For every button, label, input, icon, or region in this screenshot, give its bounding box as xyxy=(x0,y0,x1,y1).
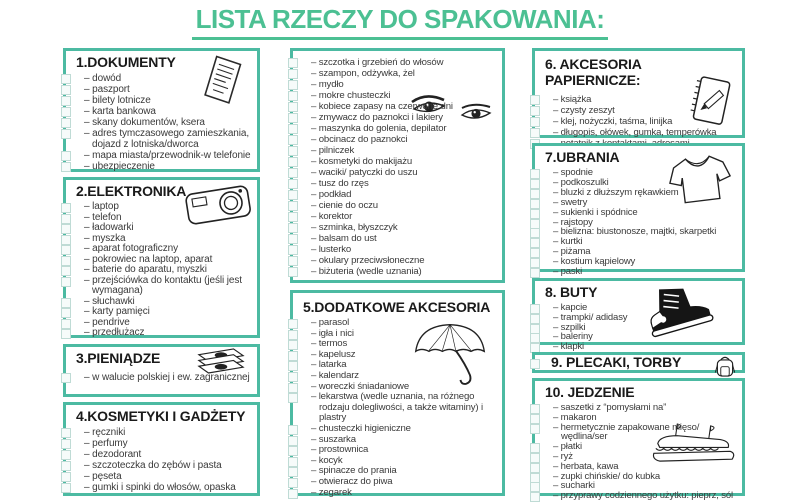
item-label: – karta bankowa xyxy=(84,106,156,117)
checklist xyxy=(539,302,738,352)
section-title: 4.KOSMETYKI I GADŻETY xyxy=(76,408,246,424)
item-label: – cienie do oczu xyxy=(311,200,378,211)
section-title: 8. BUTY xyxy=(545,284,598,300)
item-checkbox[interactable] xyxy=(61,277,71,287)
item-label: – lusterko xyxy=(311,244,352,255)
item-checkbox[interactable] xyxy=(530,473,540,483)
checklist-item xyxy=(311,233,496,244)
item-checkbox[interactable] xyxy=(288,361,298,371)
item-checkbox[interactable] xyxy=(530,333,540,343)
item-checkbox[interactable] xyxy=(61,245,71,255)
item-checkbox[interactable] xyxy=(530,219,540,229)
item-label: – kocyk xyxy=(311,454,343,466)
item-checkbox[interactable] xyxy=(288,168,298,178)
item-label: – sucharki xyxy=(553,480,595,492)
checklist-item xyxy=(553,342,736,352)
checklist-item xyxy=(311,101,496,112)
checklist-item xyxy=(311,178,496,189)
item-label: – tusz do rzęs xyxy=(311,178,369,189)
item-label: – przedłużacz xyxy=(84,327,145,338)
section-akcesoria-papiernicze xyxy=(532,48,745,138)
item-label: – kobiece zapasy na czerwone dni xyxy=(311,101,453,112)
item-checkbox[interactable] xyxy=(288,146,298,156)
item-checkbox[interactable] xyxy=(530,453,540,463)
item-checkbox[interactable] xyxy=(530,95,540,105)
section-pieniadze xyxy=(63,344,260,397)
item-label: – perfumy xyxy=(84,438,128,449)
checklist-item xyxy=(84,73,251,84)
item-label: – biżuteria (wedle uznania) xyxy=(311,266,422,277)
checklist-item xyxy=(84,128,251,150)
item-checkbox[interactable] xyxy=(288,102,298,112)
item-checkbox[interactable] xyxy=(61,266,71,276)
item-label: – karty pamięci xyxy=(84,306,150,317)
item-checkbox[interactable] xyxy=(530,424,540,434)
item-label: – zupki chińskie/ do kubka xyxy=(553,470,660,482)
item-label: – piżama xyxy=(553,246,591,258)
item-label: – przyprawy codziennego użytku: pieprz, sól xyxy=(553,490,733,502)
item-label: – paski xyxy=(553,266,583,278)
item-label: – gumki i spinki do włosów, opaska xyxy=(84,482,236,493)
checklist-item xyxy=(311,68,496,79)
section-elektronika xyxy=(63,177,260,338)
section-jedzenie xyxy=(532,378,745,502)
checklist-item xyxy=(311,255,496,266)
item-label: – bluzki z dłuższym rękawkiem xyxy=(553,186,679,198)
item-checkbox[interactable] xyxy=(288,190,298,200)
item-checkbox[interactable] xyxy=(61,96,71,106)
checklist xyxy=(297,317,498,498)
item-checkbox[interactable] xyxy=(288,212,298,222)
section-kosmetyki xyxy=(63,402,260,496)
checklist-item xyxy=(311,167,496,178)
item-label: – zegarek xyxy=(311,486,352,498)
item-label: – pęseta xyxy=(84,471,122,482)
checklist xyxy=(539,167,738,277)
item-label: – książka xyxy=(553,94,592,105)
item-checkbox[interactable] xyxy=(530,482,540,492)
item-label: – kurtki xyxy=(553,236,583,248)
item-label: – szczoteczka do zębów i pasta xyxy=(84,460,222,471)
item-checkbox[interactable] xyxy=(530,189,540,199)
item-label: – myszka xyxy=(84,232,126,244)
item-label: – mapa miasta/przewodnik-w telefonie xyxy=(84,150,251,161)
item-checkbox[interactable] xyxy=(61,428,71,438)
item-checkbox[interactable] xyxy=(288,478,298,488)
item-checkbox[interactable] xyxy=(288,69,298,79)
item-checkbox[interactable] xyxy=(61,329,71,339)
item-label: – korektor xyxy=(311,211,353,222)
item-label: – termos xyxy=(311,338,348,350)
item-checkbox[interactable] xyxy=(288,446,298,456)
item-label: – szampon, odżywka, żel xyxy=(311,68,415,79)
item-label: – spodnie xyxy=(553,167,593,178)
item-checkbox[interactable] xyxy=(288,436,298,446)
item-checkbox[interactable] xyxy=(530,268,540,278)
page-title: LISTA RZECZY DO SPAKOWANIA: xyxy=(192,4,609,40)
item-checkbox[interactable] xyxy=(61,203,71,213)
item-label: – ładowarki xyxy=(84,222,134,233)
item-label: – parasol xyxy=(311,317,350,328)
item-checkbox[interactable] xyxy=(288,351,298,361)
item-label: – w walucie polskiej i ew. zagranicznej xyxy=(84,372,250,383)
item-checkbox[interactable] xyxy=(288,425,298,435)
item-label: – klapki xyxy=(553,341,585,353)
item-label: – przejściówka do kontaktu (jeśli jest wymagana) xyxy=(84,274,242,296)
checklist xyxy=(539,93,738,149)
item-checkbox[interactable] xyxy=(530,304,540,314)
item-checkbox[interactable] xyxy=(288,179,298,189)
item-label: – mokre chusteczki xyxy=(311,90,391,101)
item-label: – szpilki xyxy=(553,321,586,333)
section-plecaki-torby xyxy=(532,352,745,373)
item-checkbox[interactable] xyxy=(61,129,71,139)
item-label: – pilniczek xyxy=(311,145,355,156)
item-label: – lekarstwa (wedle uznania, na różnego rodzaju dolegliwości, a także witaminy) i plastry xyxy=(311,391,483,424)
item-label: – igła i nici xyxy=(311,327,354,339)
item-label: – płatki xyxy=(553,441,582,453)
item-checkbox[interactable] xyxy=(61,256,71,266)
item-label: – balsam do ust xyxy=(311,233,377,244)
item-checkbox[interactable] xyxy=(288,80,298,90)
item-checkbox[interactable] xyxy=(288,91,298,101)
checklist xyxy=(539,402,738,501)
item-label: – kapelusz xyxy=(311,348,356,360)
section-title: 3.PIENIĄDZE xyxy=(76,350,161,366)
item-label: – pendrive xyxy=(84,316,130,328)
item-label: – dowód xyxy=(84,73,122,84)
item-checkbox[interactable] xyxy=(288,223,298,233)
item-checkbox[interactable] xyxy=(288,256,298,266)
item-checkbox[interactable] xyxy=(530,359,540,369)
item-checkbox[interactable] xyxy=(288,319,298,329)
item-checkbox[interactable] xyxy=(61,298,71,308)
item-label: – podkład xyxy=(311,189,352,200)
item-label: – hermetycznie zapakowane mięso/ wędlina/ser xyxy=(553,421,700,443)
item-label: – obcinacz do paznokci xyxy=(311,134,408,145)
section-dokumenty xyxy=(63,48,260,172)
checklist-item xyxy=(553,105,736,116)
checklist-item xyxy=(553,442,736,452)
checklist-item xyxy=(84,449,251,460)
item-checkbox[interactable] xyxy=(530,228,540,238)
checklist-item xyxy=(311,266,496,277)
item-label: – paszport xyxy=(84,84,130,95)
checklist-item xyxy=(84,438,251,449)
item-checkbox[interactable] xyxy=(288,383,298,393)
checklist-item xyxy=(84,95,251,106)
checklist-item xyxy=(84,161,251,172)
item-checkbox[interactable] xyxy=(530,128,540,138)
item-label: – telefon xyxy=(84,211,122,223)
checklist-item xyxy=(311,90,496,101)
section-higiena xyxy=(290,48,505,283)
item-checkbox[interactable] xyxy=(288,234,298,244)
section-title: 5.DODATKOWE AKCESORIA xyxy=(303,299,491,315)
item-checkbox[interactable] xyxy=(61,74,71,84)
checklist-item xyxy=(553,423,736,443)
item-label: – woreczki śniadaniowe xyxy=(311,380,410,392)
item-checkbox[interactable] xyxy=(288,393,298,403)
item-label: – latarka xyxy=(311,359,347,371)
item-label: – swetry xyxy=(553,196,588,208)
item-checkbox[interactable] xyxy=(530,324,540,334)
item-label: – adres tymczasowego zamieszkania, dojazd z lotniska/dworca xyxy=(84,128,250,150)
item-checkbox[interactable] xyxy=(530,169,540,179)
item-checkbox[interactable] xyxy=(530,258,540,268)
item-label: – waciki/ patyczki do uszu xyxy=(311,167,418,178)
item-label: – saszetki z “pomysłami na” xyxy=(553,402,667,413)
item-checkbox[interactable] xyxy=(61,439,71,449)
checklist-item xyxy=(553,267,736,277)
item-checkbox[interactable] xyxy=(61,483,71,493)
section-title: 7.UBRANIA xyxy=(545,149,620,165)
item-checkbox[interactable] xyxy=(530,106,540,116)
checklist-item xyxy=(311,145,496,156)
checklist-item xyxy=(311,488,496,499)
item-checkbox[interactable] xyxy=(288,330,298,340)
item-label: – okulary przeciwsłoneczne xyxy=(311,255,425,266)
item-checkbox[interactable] xyxy=(61,151,71,161)
item-checkbox[interactable] xyxy=(530,209,540,219)
checklist-item xyxy=(553,127,736,138)
checklist-item xyxy=(84,106,251,117)
item-label: – kostium kąpielowy xyxy=(553,256,636,268)
item-checkbox[interactable] xyxy=(61,214,71,224)
checklist-item xyxy=(84,482,251,493)
checklist-item xyxy=(311,222,496,233)
item-checkbox[interactable] xyxy=(288,157,298,167)
checklist-item xyxy=(311,57,496,68)
item-label: – kapcie xyxy=(553,302,588,313)
item-checkbox[interactable] xyxy=(61,224,71,234)
checklist-item xyxy=(311,211,496,222)
item-checkbox[interactable] xyxy=(530,248,540,258)
item-label: – szminka, błyszczyk xyxy=(311,222,398,233)
checklist-item xyxy=(311,189,496,200)
item-label: – zmywacz do paznokci i lakiery xyxy=(311,112,443,123)
item-label: – podkoszulki xyxy=(553,176,609,188)
item-label: – klej, nożyczki, taśma, linijka xyxy=(553,116,673,127)
item-label: – szczotka i grzebień do włosów xyxy=(311,57,444,68)
item-checkbox[interactable] xyxy=(288,372,298,382)
item-label: – mydło xyxy=(311,79,344,90)
item-label: – aparat fotograficzny xyxy=(84,243,178,254)
item-checkbox[interactable] xyxy=(61,472,71,482)
item-label: – czysty zeszyt xyxy=(553,105,615,116)
checklist-item xyxy=(553,116,736,127)
item-label: – kosmetyki do makijażu xyxy=(311,156,413,167)
item-label: – suszarka xyxy=(311,433,356,445)
item-checkbox[interactable] xyxy=(61,118,71,128)
item-checkbox[interactable] xyxy=(288,245,298,255)
section-dodatkowe-akcesoria xyxy=(290,290,505,496)
section-title: 9. PLECAKI, TORBY xyxy=(551,354,682,370)
item-label: – spinacze do prania xyxy=(311,465,397,477)
item-label: – rajstopy xyxy=(553,216,593,228)
item-checkbox[interactable] xyxy=(530,314,540,324)
item-label: – baterie do aparatu, myszki xyxy=(84,264,207,275)
item-label: – trampki/ adidasy xyxy=(553,311,628,323)
checklist-item xyxy=(84,460,251,471)
item-checkbox[interactable] xyxy=(61,373,71,383)
checklist-item xyxy=(311,156,496,167)
item-label: – ryż xyxy=(553,450,573,462)
item-label: – prostownica xyxy=(311,444,369,456)
item-checkbox[interactable] xyxy=(530,414,540,424)
item-checkbox[interactable] xyxy=(530,238,540,248)
item-label: – chusteczki higieniczne xyxy=(311,422,411,434)
item-checkbox[interactable] xyxy=(61,235,71,245)
item-label: – ręczniki xyxy=(84,427,126,438)
checklist-item xyxy=(84,328,251,339)
item-label: – makaron xyxy=(553,411,597,423)
item-checkbox[interactable] xyxy=(530,179,540,189)
checklist-item xyxy=(84,427,251,438)
item-label: – bilety lotnicze xyxy=(84,95,151,106)
backpack-icon xyxy=(714,354,736,379)
item-checkbox[interactable] xyxy=(61,461,71,471)
checklist-item xyxy=(311,79,496,90)
item-label: – długopis, ołówek, gumka, temperówka xyxy=(553,127,717,138)
checklist-item xyxy=(84,372,251,383)
item-checkbox[interactable] xyxy=(61,450,71,460)
item-checkbox[interactable] xyxy=(61,85,71,95)
checklist-item xyxy=(84,84,251,95)
item-label: – herbata, kawa xyxy=(553,460,619,472)
item-checkbox[interactable] xyxy=(288,267,298,277)
checklist xyxy=(70,201,253,339)
item-checkbox[interactable] xyxy=(288,489,298,499)
item-checkbox[interactable] xyxy=(288,58,298,68)
item-checkbox[interactable] xyxy=(530,199,540,209)
item-checkbox[interactable] xyxy=(288,135,298,145)
checklist-item xyxy=(311,392,496,424)
item-checkbox[interactable] xyxy=(288,457,298,467)
section-buty xyxy=(532,278,745,353)
item-label: – maszynka do golenia, depilator xyxy=(311,123,447,134)
item-label: – otwieracz do piwa xyxy=(311,475,393,487)
checklist-item xyxy=(84,471,251,482)
checklist-item xyxy=(311,112,496,123)
checklist-item xyxy=(311,200,496,211)
item-label: – baleriny xyxy=(553,331,593,343)
item-label: – ubezpieczenie xyxy=(84,161,155,172)
item-checkbox[interactable] xyxy=(530,492,540,502)
checklist-item xyxy=(311,134,496,145)
item-checkbox[interactable] xyxy=(530,463,540,473)
item-label: – sukienki i spódnice xyxy=(553,206,638,218)
item-label: – laptop xyxy=(84,201,119,212)
item-label: – słuchawki xyxy=(84,295,135,307)
item-label: – pokrowiec na laptop, aparat xyxy=(84,253,213,265)
section-title: 1.DOKUMENTY xyxy=(76,54,176,70)
checklist-item xyxy=(311,123,496,134)
checklist xyxy=(297,53,498,277)
item-checkbox[interactable] xyxy=(61,308,71,318)
checklist-item xyxy=(84,150,251,161)
page-header xyxy=(0,4,800,40)
item-checkbox[interactable] xyxy=(288,201,298,211)
item-label: – skany dokumentów, ksera xyxy=(84,117,205,128)
checklist-item xyxy=(553,491,736,501)
checklist-item xyxy=(84,276,251,297)
item-checkbox[interactable] xyxy=(61,319,71,329)
item-checkbox[interactable] xyxy=(61,107,71,117)
checklist-item xyxy=(553,94,736,105)
item-label: – dezodorant xyxy=(84,449,142,460)
item-label: – kalendarz xyxy=(311,369,359,381)
item-label: – bielizna: biustonosze, majtki, skarpetki xyxy=(553,226,717,238)
item-checkbox[interactable] xyxy=(288,124,298,134)
checklist xyxy=(70,426,253,493)
section-title: 2.ELEKTRONIKA xyxy=(76,183,187,199)
checklist-item xyxy=(311,244,496,255)
item-checkbox[interactable] xyxy=(530,404,540,414)
section-title: 10. JEDZENIE xyxy=(545,384,635,400)
item-checkbox[interactable] xyxy=(288,467,298,477)
item-checkbox[interactable] xyxy=(288,113,298,123)
checklist-item xyxy=(84,117,251,128)
item-checkbox[interactable] xyxy=(61,162,71,172)
item-checkbox[interactable] xyxy=(530,117,540,127)
item-checkbox[interactable] xyxy=(288,340,298,350)
section-title: 6. AKCESORIA PAPIERNICZE: xyxy=(545,56,642,88)
checklist xyxy=(70,371,253,383)
item-checkbox[interactable] xyxy=(530,443,540,453)
checklist xyxy=(70,72,253,172)
section-ubrania xyxy=(532,143,745,278)
